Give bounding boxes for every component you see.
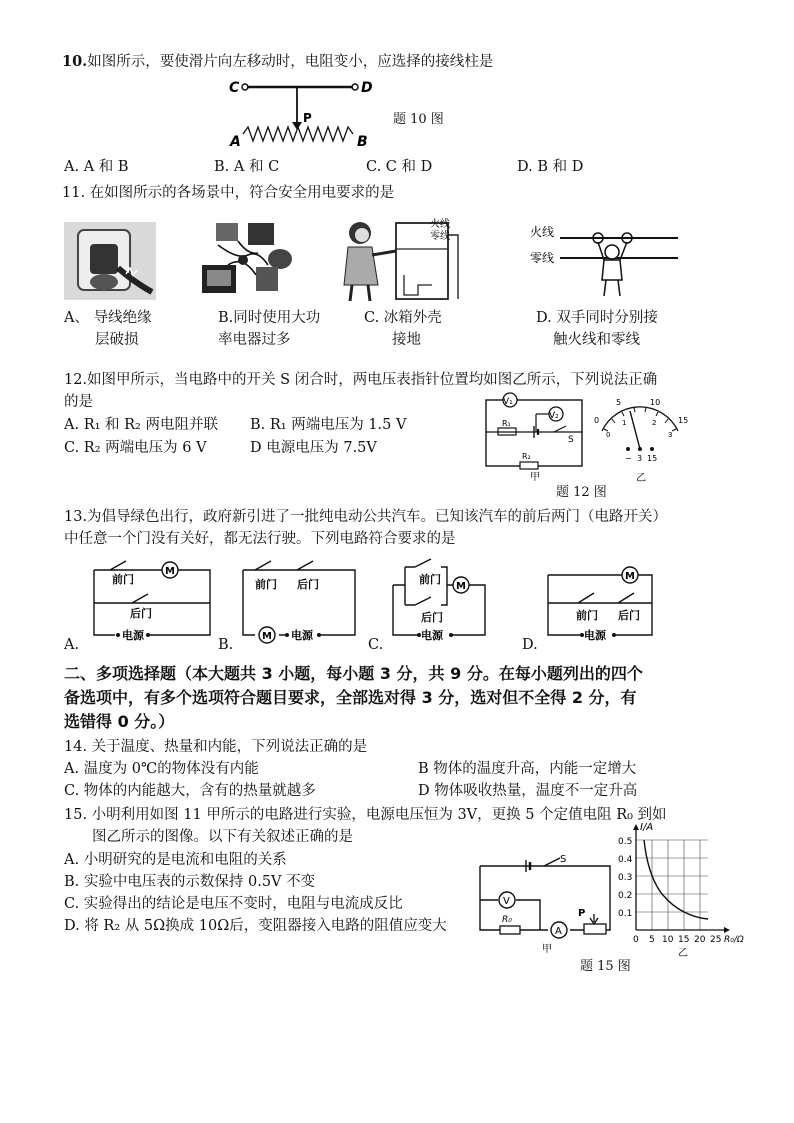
q15-option-d: D. 将 R₂ 从 5Ω换成 10Ω后，变阻器接入电路的阻值应变大 [64,918,447,934]
q15-fig-caption: 题 15 图 [580,959,631,974]
dianyuan-label: 电源 [291,629,313,642]
q11-label-lingxian: 零线 [530,251,555,265]
q14-stem: 14. 关于温度、热量和内能，下列说法正确的是 [64,739,368,755]
q10-option-c: C. C 和 D [366,159,433,175]
q15-graph-ytick-3: 0.2 [618,891,633,901]
houmen-label: 后门 [297,578,319,591]
q10-label-c: C [229,80,240,96]
q15-circuit-jia [470,848,620,958]
q12-scale-bottom-2: 2 [652,419,657,427]
section2-line2: 备选项中，有多个选项符合题目要求，全部选对得 3 分，选对但不全得 2 分，有 [64,688,637,707]
q11-option-a-line1: A、 导线绝缘 [64,310,152,326]
q15-graph-xtick-3: 15 [678,935,690,945]
q12-stem-line1: 12.如图甲所示，当电路中的开关 S 闭合时，两电压表指针位置均如图乙所示，下列说法正确 [64,372,658,388]
motor-label: M [262,631,272,642]
q12-terminal-neg: − [625,454,632,463]
dianyuan-label: 电源 [122,629,144,642]
q15-graph-xtick-0: 0 [633,935,639,945]
q15-graph-ytick-0: 0.5 [618,837,633,847]
q11-option-d-line2: 触火线和零线 [553,332,640,348]
q12-voltmeter-dial-yi [592,397,688,487]
q12-label-jia: 甲 [530,472,540,482]
q11-label-lingxian-small: 零线 [430,231,450,242]
q11-option-c-line2: 接地 [392,332,421,348]
q15-graph-ytick-4: 0.1 [618,909,633,919]
q13-circuit-b [235,555,365,655]
q11-option-b-line1: B.同时使用大功 [218,310,321,326]
q11-image-d [530,220,680,300]
q11-option-a-line2: 层破损 [95,332,139,348]
q10-rheostat-figure [225,72,375,152]
q10-number: 10. [62,53,88,70]
q11-stem: 11. 在如图所示的各场景中，符合安全用电要求的是 [62,185,395,201]
q11-label-huoxian: 火线 [530,225,555,239]
q11-image-b [198,215,298,300]
q15-label-p: P [578,908,586,919]
q15-label-s: S [560,854,567,865]
q10-text: 如图所示，要使滑片向左移动时，电阻变小，应选择的接线柱是 [87,54,494,70]
q12-label-s: S [568,435,574,445]
q11-option-d-line1: D. 双手同时分别接 [536,310,658,326]
q13-circuit-a [70,555,220,655]
q11-option-b-line2: 率电器过多 [218,332,291,348]
q15-graph-ytick-2: 0.3 [618,873,633,883]
q15-label-v: V [503,896,510,907]
q14-option-d: D 物体吸收热量，温度不一定升高 [418,783,638,799]
q15-label-a: A [555,926,562,937]
q10-label-b: B [357,134,368,150]
q15-stem-line1: 15. 小明利用如图 11 甲所示的电路进行实验，电源电压恒为 3V，更换 5 个定值电阻 R₀ 到如 [64,807,667,823]
q10-option-b: B. A 和 C [214,159,280,175]
section2-line3: 选错得 0 分。） [64,712,175,731]
q10-label-p: P [303,111,312,125]
q12-option-b: B. R₁ 两端电压为 1.5 V [250,417,407,433]
motor-label: M [165,566,175,577]
q12-stem-line2: 的是 [64,394,93,410]
q15-graph-xtick-5: 25 [710,935,722,945]
q12-scale-top-0: 0 [594,416,600,425]
q12-option-d: D 电源电压为 7.5V [250,440,377,456]
q12-label-v2: V₂ [549,411,559,421]
q14-option-c: C. 物体的内能越大，含有的热量就越多 [64,783,316,799]
q15-graph-xtick-4: 20 [694,935,706,945]
q14-option-b: B 物体的温度升高，内能一定增大 [418,761,637,777]
q12-scale-bottom-1: 1 [622,419,627,427]
qianmen-label: 前门 [419,573,441,586]
q15-graph-xtick-2: 10 [662,935,674,945]
motor-label: M [625,571,635,582]
q10-fig-caption: 题 10 图 [393,112,444,127]
houmen-label: 后门 [421,611,443,624]
q15-graph-ylabel: I/A [640,822,654,833]
q12-scale-top-3: 15 [678,416,688,425]
section2-line1: 二、多项选择题（本大题共 3 小题，每小题 3 分，共 9 分。在每小题列出的四个 [64,664,643,683]
q11-option-c-line1: C. 冰箱外壳 [364,310,442,326]
q12-scale-bottom-0: 0 [606,431,611,439]
motor-label: M [456,581,466,592]
q10-label-a: A [230,134,241,150]
q12-scale-top-2: 10 [650,398,661,407]
qianmen-label: 前门 [112,573,134,586]
q15-label-jia: 甲 [542,944,552,955]
q15-graph-ytick-1: 0.4 [618,855,633,865]
q14-option-a: A. 温度为 0℃的物体没有内能 [64,761,259,777]
q12-option-c: C. R₂ 两端电压为 6 V [64,440,207,456]
q15-label-r0: R₀ [502,915,512,925]
q10-option-a: A. A 和 B [64,159,129,175]
q12-terminal-15: 15 [647,454,658,463]
q15-graph-sub-label: 乙 [678,948,688,958]
dianyuan-label: 电源 [421,629,443,642]
q12-label-v1: V₁ [503,397,513,407]
houmen-label: 后门 [618,609,640,622]
q15-option-b: B. 实验中电压表的示数保持 0.5V 不变 [64,874,316,890]
q12-label-yi: 乙 [636,473,646,484]
q15-graph-yi [612,818,754,958]
q12-circuit-jia [478,392,588,482]
q13-stem-line2: 中任意一个门没有关好，都无法行驶。下列电路符合要求的是 [64,531,456,547]
q12-scale-top-1: 5 [616,398,622,407]
q13-letter-a: A. [64,637,80,653]
q12-option-a: A. R₁ 和 R₂ 两电阻并联 [64,417,218,433]
q13-circuit-c [385,555,515,655]
q15-graph-xlabel: R₀/Ω [724,935,744,945]
houmen-label: 后门 [130,607,152,620]
q13-letter-c: C. [368,637,384,653]
q10-stem [62,50,493,71]
q10-label-d: D [361,80,373,96]
q11-image-c [338,215,468,303]
q15-option-a: A. 小明研究的是电流和电阻的关系 [64,852,287,868]
qianmen-label: 前门 [255,578,277,591]
q13-letter-d: D. [522,637,538,653]
q12-terminal-3: 3 [637,454,643,463]
q13-circuit-d [540,555,670,655]
qianmen-label: 前门 [576,609,598,622]
q13-stem-line1: 13.为倡导绿色出行，政府新引进了一批纯电动公共汽车。已知该汽车的前后两门（电路开关） [64,509,668,525]
q10-option-d: D. B 和 D [517,159,584,175]
q11-image-a [64,222,156,300]
q15-graph-xtick-1: 5 [649,935,655,945]
q13-letter-b: B. [218,637,234,653]
q15-stem-line2: 图乙所示的图像。以下有关叙述正确的是 [92,829,353,845]
q12-fig-caption: 题 12 图 [556,485,607,500]
q12-label-r1: R₁ [502,419,511,428]
q15-option-c: C. 实验得出的结论是电压不变时，电阻与电流成反比 [64,896,403,912]
dianyuan-label: 电源 [584,629,606,642]
q11-label-huoxian-small: 火线 [430,219,450,230]
q12-scale-bottom-3: 3 [668,431,673,439]
q12-label-r2: R₂ [522,452,531,461]
